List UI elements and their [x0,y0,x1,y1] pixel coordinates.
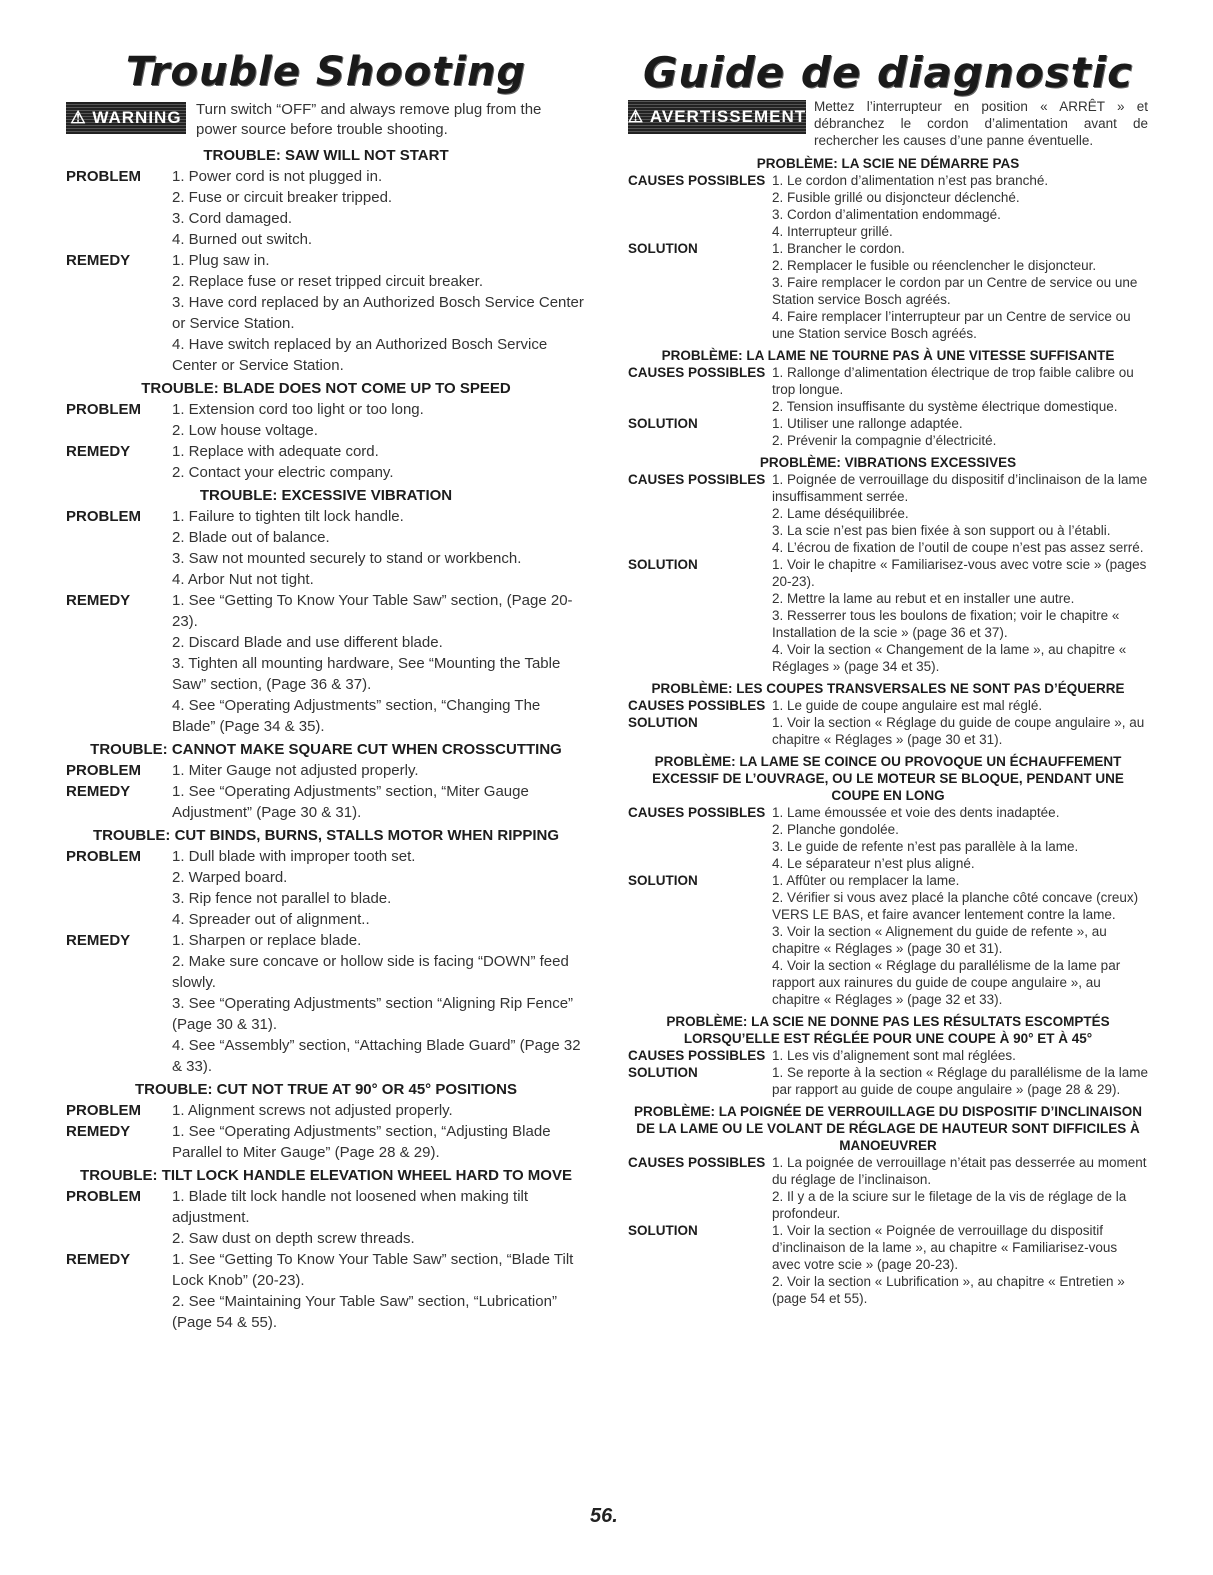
trouble-section [66,740,586,823]
row-items [172,1100,586,1121]
row-label: CAUSES POSSIBLES [628,472,766,487]
row-label: CAUSES POSSIBLES [628,1155,766,1170]
row-label: CAUSES POSSIBLES [628,805,766,820]
list-item: 2. Discard Blade and use different blade. [172,634,443,651]
list-item: 1. Se reporte à la section « Réglage du parallélisme de la lame par rapport au guide de coupe angulaire » (page 28 & 29). [772,1065,1148,1097]
trouble-section [628,454,1148,675]
section-row [628,415,1148,449]
row-label: REMEDY [66,1251,131,1268]
row-label: REMEDY [66,1123,131,1140]
list-item: 1. La poignée de verrouillage n’était pas desserrée au moment du réglage de l’inclinaison. [772,1155,1147,1187]
list-item: 1. Lame émoussée et voie des dents inadaptée. [772,805,1060,820]
row-items [772,556,1148,675]
list-item: 1. Blade tilt lock handle not loosened when making tilt adjustment. [172,1188,529,1226]
section-title: PROBLÈME: LA POIGNÉE DE VERROUILLAGE DU DISPOSITIF D’INCLINAISON DE LA LAME OU LE VOLANT DE RÉGLAGE DE HAUTEUR SONT DIFFICILES À MANOEUVRER [633,1104,1143,1153]
list-item: 3. La scie n’est pas bien fixée à son support ou à l’établi. [772,523,1111,538]
row-label: CAUSES POSSIBLES [628,1048,766,1063]
list-item: 1. Voir la section « Réglage du guide de coupe angulaire », au chapitre « Réglages » (page 30 et 31). [772,715,1145,747]
section-row [66,1186,586,1249]
list-item: 2. Voir la section « Lubrification », au chapitre « Entretien » (page 54 et 55). [772,1274,1125,1306]
list-item: 4. Arbor Nut not tight. [172,571,314,588]
trouble-section [66,379,586,483]
section-row [628,556,1148,675]
warning-text-french: Mettez l’interrupteur en position « ARRÊT » et débranchez le cordon d’alimentation avant de rechercher les causes d’une panne éventuelle. [814,99,1148,148]
warning-badge-french [628,100,806,134]
section-title: PROBLÈME: LA SCIE NE DÉMARRE PAS [756,156,1020,171]
row-label: SOLUTION [628,715,698,730]
warning-triangle-icon: ⚠ [627,107,650,126]
row-label: REMEDY [66,252,131,269]
section-title: TROUBLE: CUT BINDS, BURNS, STALLS MOTOR WHEN RIPPING [92,827,560,844]
section-row [66,1249,586,1333]
list-item: 1. See “Getting To Know Your Table Saw” section, (Page 20- 23). [172,592,573,630]
trouble-section [628,1103,1148,1307]
section-title: TROUBLE: BLADE DOES NOT COME UP TO SPEED [141,380,511,397]
english-column [66,49,586,1333]
warning-block-french [628,98,1148,149]
list-item: 3. Saw not mounted securely to stand or workbench. [172,550,522,567]
list-item: 2. Vérifier si vous avez placé la planche côté concave (creux) VERS LE BAS, et faire avancer lentement contre la lame. [772,890,1139,922]
row-items [172,1121,586,1163]
section-title: PROBLÈME: VIBRATIONS EXCESSIVES [759,455,1017,470]
row-label: REMEDY [66,592,131,609]
problem-sections-french [628,155,1148,1307]
section-row [66,1121,586,1163]
section-row [66,441,586,483]
section-row [628,1154,1148,1222]
french-column [627,48,1148,1307]
warning-triangle-icon: ⚠ [70,108,93,127]
page-title-english: Trouble Shooting [125,49,527,95]
row-label: SOLUTION [628,1223,698,1238]
section-row [66,590,586,737]
list-item: 4. See “Operating Adjustments” section, “Changing The Blade” (Page 34 & 35). [172,697,541,735]
trouble-section [66,1080,586,1163]
row-items [172,781,586,823]
list-item: 1. Utiliser une rallonge adaptée. [772,416,963,431]
section-row [66,781,586,823]
trouble-section [628,753,1148,1008]
row-label: REMEDY [66,443,131,460]
list-item: 2. Blade out of balance. [172,529,330,546]
trouble-sections [66,146,586,1333]
row-items [172,846,586,930]
row-label: SOLUTION [628,873,698,888]
warning-block [66,100,586,140]
section-row [628,1064,1148,1098]
list-item: 2. Warped board. [172,869,288,886]
list-item: 3. Resserrer tous les boulons de fixation; voir le chapitre « Installation de la scie » (page 36 et 37). [772,608,1120,640]
list-item: 3. Cordon d’alimentation endommagé. [772,207,1001,222]
section-row [66,506,586,590]
section-row [628,471,1148,556]
section-title: PROBLÈME: LA SCIE NE DONNE PAS LES RÉSULTATS ESCOMPTÉS LORSQU’ELLE EST RÉGLÉE POUR UNE COUPE À 90° ET À 45° [666,1014,1110,1046]
list-item: 2. Il y a de la sciure sur le filetage de la vis de réglage de la profondeur. [772,1189,1127,1221]
list-item: 1. Power cord is not plugged in. [172,168,383,185]
row-items [172,1249,586,1333]
list-item: 4. Burned out switch. [172,231,313,248]
row-items [172,760,586,781]
section-row [628,697,1148,714]
row-items [772,471,1148,556]
list-item: 1. Extension cord too light or too long. [172,401,424,418]
list-item: 3. Rip fence not parallel to blade. [172,890,392,907]
row-items [772,172,1148,240]
list-item: 4. Voir la section « Changement de la lame », au chapitre « Réglages » (page 34 et 35). [772,642,1127,674]
row-label: PROBLEM [66,168,141,185]
row-label: REMEDY [66,783,131,800]
section-title: TROUBLE: CUT NOT TRUE AT 90° OR 45° POSITIONS [134,1081,518,1098]
section-title: PROBLÈME: LA LAME NE TOURNE PAS À UNE VITESSE SUFFISANTE [661,348,1115,363]
list-item: 4. Le séparateur n’est plus aligné. [772,856,975,871]
section-title: TROUBLE: TILT LOCK HANDLE ELEVATION WHEEL HARD TO MOVE [80,1167,572,1184]
section-row [66,930,586,1077]
list-item: 1. Alignment screws not adjusted properly. [172,1102,453,1119]
list-item: 2. Remplacer le fusible ou réenclencher le disjoncteur. [772,258,1097,273]
list-item: 4. Have switch replaced by an Authorized Bosch Service Center or Service Station. [172,336,548,374]
row-items [172,506,586,590]
list-item: 3. See “Operating Adjustments” section “Aligning Rip Fence” (Page 30 & 31). [172,995,574,1033]
section-row [628,714,1148,748]
list-item: 1. Sharpen or replace blade. [172,932,362,949]
row-items [772,240,1148,342]
section-title: PROBLÈME: LA LAME SE COINCE OU PROVOQUE UN ÉCHAUFFEMENT EXCESSIF DE L’OUVRAGE, OU LE MOTEUR SE BLOQUE, PENDANT UNE COUPE EN LONG [652,754,1124,803]
row-items [172,250,586,376]
list-item: 4. L’écrou de fixation de l’outil de coupe n’est pas assez serré. [772,540,1144,555]
list-item: 1. Dull blade with improper tooth set. [172,848,416,865]
section-title: TROUBLE: CANNOT MAKE SQUARE CUT WHEN CROSSCUTTING [90,741,562,758]
row-items [772,1154,1148,1222]
page-number: 56. [590,1505,618,1527]
list-item: 2. Tension insuffisante du système électrique domestique. [772,399,1118,414]
trouble-section [66,146,586,376]
list-item: 3. Have cord replaced by an Authorized Bosch Service Center or Service Station. [172,294,584,332]
list-item: 1. Les vis d’alignement sont mal réglées. [772,1048,1016,1063]
row-label: PROBLEM [66,508,141,525]
list-item: 2. Fuse or circuit breaker tripped. [172,189,393,206]
row-label: PROBLEM [66,848,141,865]
page-title-french: Guide de diagnostic [642,48,1134,97]
list-item: 2. Replace fuse or reset tripped circuit breaker. [172,273,483,290]
section-title: TROUBLE: EXCESSIVE VIBRATION [199,487,453,504]
list-item: 1. Brancher le cordon. [772,241,905,256]
list-item: 2. Contact your electric company. [172,464,394,481]
row-label: PROBLEM [66,1102,141,1119]
row-items [772,697,1148,714]
list-item: 4. Interrupteur grillé. [772,224,893,239]
warning-badge [66,102,186,134]
trouble-section [66,486,586,737]
list-item: 4. See “Assembly” section, “Attaching Blade Guard” (Page 32 & 33). [172,1037,581,1075]
row-items [172,441,586,483]
list-item: 4. Faire remplacer l’interrupteur par un Centre de service ou une Station service Bosch agréés. [772,309,1131,341]
list-item: 2. Low house voltage. [172,422,318,439]
list-item: 3. Voir la section « Alignement du guide de refente », au chapitre « Réglages » (page 30 et 31). [772,924,1107,956]
row-items [772,1222,1148,1307]
list-item: 1. Voir la section « Poignée de verrouillage du dispositif d’inclinaison de la lame », au chapitre « Familiarisez-vous avec votre scie » (page 20-23). [772,1223,1118,1272]
warning-text: Turn switch “OFF” and always remove plug from the power source before trouble shooting. [196,101,542,138]
row-label: PROBLEM [66,762,141,779]
section-row [66,166,586,250]
row-label: CAUSES POSSIBLES [628,365,766,380]
list-item: 1. Plug saw in. [172,252,270,269]
row-items [772,804,1148,872]
row-items [172,590,586,737]
section-row [628,872,1148,1008]
trouble-section [66,826,586,1077]
section-row [66,250,586,376]
row-label: REMEDY [66,932,131,949]
row-items [772,872,1148,1008]
section-row [628,172,1148,240]
row-label: CAUSES POSSIBLES [628,698,766,713]
list-item: 3. Tighten all mounting hardware, See “Mounting the Table Saw” section, (Page 36 & 37). [172,655,561,693]
list-item: 2. See “Maintaining Your Table Saw” section, “Lubrication” (Page 54 & 55). [172,1293,557,1331]
list-item: 1. Affûter ou remplacer la lame. [772,873,960,888]
row-label: PROBLEM [66,1188,141,1205]
row-items [172,166,586,250]
list-item: 2. Make sure concave or hollow side is facing “DOWN” feed slowly. [172,953,569,991]
row-items [772,1047,1148,1064]
row-items [172,1186,586,1249]
row-items [172,399,586,441]
list-item: 1. Voir le chapitre « Familiarisez-vous avec votre scie » (pages 20-23). [772,557,1147,589]
list-item: 1. Poignée de verrouillage du dispositif d’inclinaison de la lame insuffisamment serrée. [772,472,1148,504]
trouble-section [628,155,1148,342]
trouble-section [628,680,1148,748]
list-item: 2. Lame déséquilibrée. [772,506,909,521]
warning-badge-label: WARNING [92,108,182,127]
list-item: 1. See “Operating Adjustments” section, “Adjusting Blade Parallel to Miter Gauge” (Page 28 & 29). [172,1123,551,1161]
list-item: 2. Saw dust on depth screw threads. [172,1230,415,1247]
trouble-section [628,1013,1148,1098]
row-items [772,415,1148,449]
row-items [772,364,1148,415]
list-item: 1. Le cordon d’alimentation n’est pas branché. [772,173,1049,188]
list-item: 4. Voir la section « Réglage du parallélisme de la lame par rapport aux rainures du guide de coupe angulaire », au chapitre « Réglages » (page 32 et 33). [772,958,1121,1007]
row-label: PROBLEM [66,401,141,418]
list-item: 2. Prévenir la compagnie d’électricité. [772,433,997,448]
row-label: SOLUTION [628,241,698,256]
row-label: SOLUTION [628,557,698,572]
list-item: 1. See “Getting To Know Your Table Saw” section, “Blade Tilt Lock Knob” (20-23). [172,1251,574,1289]
list-item: 1. Le guide de coupe angulaire est mal réglé. [772,698,1043,713]
section-row [66,846,586,930]
list-item: 1. Rallonge d’alimentation électrique de trop faible calibre ou trop longue. [772,365,1134,397]
trouble-section [66,1166,586,1333]
row-label: CAUSES POSSIBLES [628,173,766,188]
list-item: 1. Failure to tighten tilt lock handle. [172,508,404,525]
row-label: SOLUTION [628,416,698,431]
section-title: PROBLÈME: LES COUPES TRANSVERSALES NE SONT PAS D’ÉQUERRE [651,681,1125,696]
list-item: 1. Miter Gauge not adjusted properly. [172,762,419,779]
list-item: 3. Le guide de refente n’est pas parallèle à la lame. [772,839,1079,854]
list-item: 2. Mettre la lame au rebut et en installer une autre. [772,591,1075,606]
section-row [628,240,1148,342]
section-row [628,1047,1148,1064]
row-items [772,714,1148,748]
list-item: 1. See “Operating Adjustments” section, “Miter Gauge Adjustment” (Page 30 & 31). [172,783,529,821]
list-item: 3. Cord damaged. [172,210,293,227]
warning-badge-label-french: AVERTISSEMENT [649,107,807,126]
list-item: 3. Faire remplacer le cordon par un Centre de service ou une Station service Bosch agréés. [772,275,1138,307]
row-items [172,930,586,1077]
list-item: 2. Planche gondolée. [772,822,899,837]
section-row [66,760,586,781]
list-item: 4. Spreader out of alignment.. [172,911,370,928]
trouble-section [628,347,1148,449]
section-row [66,399,586,441]
row-label: SOLUTION [628,1065,698,1080]
list-item: 1. Replace with adequate cord. [172,443,379,460]
section-title: TROUBLE: SAW WILL NOT START [203,147,449,164]
section-row [66,1100,586,1121]
section-row [628,1222,1148,1307]
list-item: 2. Fusible grillé ou disjoncteur déclenché. [772,190,1020,205]
row-items [772,1064,1148,1098]
section-row [628,804,1148,872]
section-row [628,364,1148,415]
